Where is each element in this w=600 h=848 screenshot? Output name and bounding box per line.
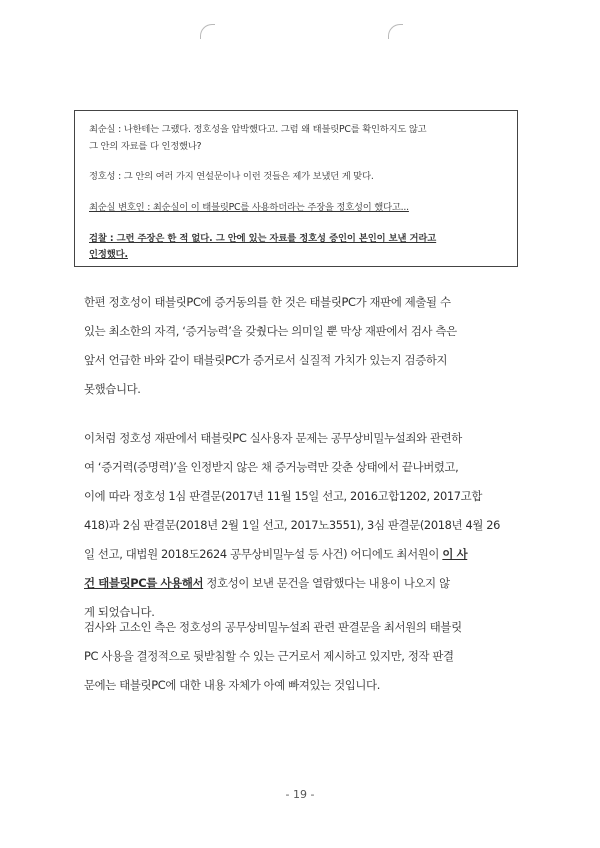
- emphasized-text: 건 태블릿PC를 사용해서: [84, 576, 204, 590]
- text-line: 앞서 언급한 바와 같이 태블릿PC가 증거로서 실질적 가치가 있는지 검증하지: [84, 353, 448, 367]
- body-paragraph-3: [84, 613, 524, 700]
- quote-line: 그 안의 자료를 다 인정했나?: [89, 141, 202, 152]
- text-line: 검사와 고소인 측은 정호성의 공무상비밀누설죄 관련 판결문을 최서원의 태블릿: [84, 620, 462, 634]
- text-line: 일 선고, 대법원 2018도2624 공무상비밀누설 등 사건) 어디에도 최서원이: [84, 547, 443, 561]
- quote-jung-remark: 정호성 : 그 안의 여러 가지 연설문이나 이런 것들은 제가 보냈던 게 맞다.: [89, 171, 374, 182]
- emphasized-text: 이 사: [442, 547, 468, 561]
- transcript-quote-box: [74, 110, 518, 267]
- text-line: 정호성이 보낸 문건을 열람했다는 내용이 나오지 않: [203, 576, 450, 590]
- body-paragraph-1: [84, 288, 524, 404]
- quote-line: 최순실 : 나한테는 그랬다. 정호성을 압박했다고. 그럼 왜 태블릿PC를 확인하지도 않고: [89, 124, 427, 135]
- quote-line: 인정했다.: [89, 249, 128, 260]
- text-line: 이처럼 정호성 재판에서 태블릿PC 실사용자 문제는 공무상비밀누설죄와 관련하: [84, 431, 462, 445]
- punch-hole-mark-right: [388, 24, 403, 39]
- body-paragraph-2: [84, 424, 524, 627]
- text-line: 이에 따라 정호성 1심 판결문(2017년 11월 15일 선고, 2016고합1202, 2017고합: [84, 489, 482, 503]
- quote-choi-remark: [89, 121, 517, 155]
- text-line: 있는 최소한의 자격, ‘증거능력’을 갖췄다는 의미일 뿐 막상 재판에서 검사 측은: [84, 324, 457, 338]
- text-line: 문에는 태블릿PC에 대한 내용 자체가 아예 빠져있는 것입니다.: [84, 678, 380, 692]
- text-line: 한편 정호성이 태블릿PC에 증거동의를 한 것은 태블릿PC가 재판에 제출될 수: [84, 295, 451, 309]
- text-line: 게 되었습니다.: [84, 605, 155, 619]
- text-line: PC 사용을 결정적으로 뒷받침할 수 있는 근거로서 제시하고 있지만, 정작 판결: [84, 649, 454, 663]
- quote-lawyer-remark: 최순실 변호인 : 최순실이 이 태블릿PC를 사용하더라는 주장을 정호성이 했다고...: [89, 202, 409, 213]
- page-number: - 19 -: [285, 788, 315, 801]
- quote-line: 검찰 : 그런 주장은 한 적 없다. 그 안에 있는 자료를 정호성 증인이 본인이 보낸 거라고: [89, 233, 437, 244]
- punch-hole-mark-left: [200, 24, 215, 39]
- quote-prosecutor-remark: [89, 231, 517, 263]
- text-line: 418)과 2심 판결문(2018년 2월 1일 선고, 2017노3551), 3심 판결문(2018년 4월 26: [84, 518, 501, 532]
- text-line: 못했습니다.: [84, 382, 141, 396]
- text-line: 여 ‘증거력(증명력)’을 인정받지 않은 채 증거능력만 갖춘 상태에서 끝나버렸고,: [84, 460, 459, 474]
